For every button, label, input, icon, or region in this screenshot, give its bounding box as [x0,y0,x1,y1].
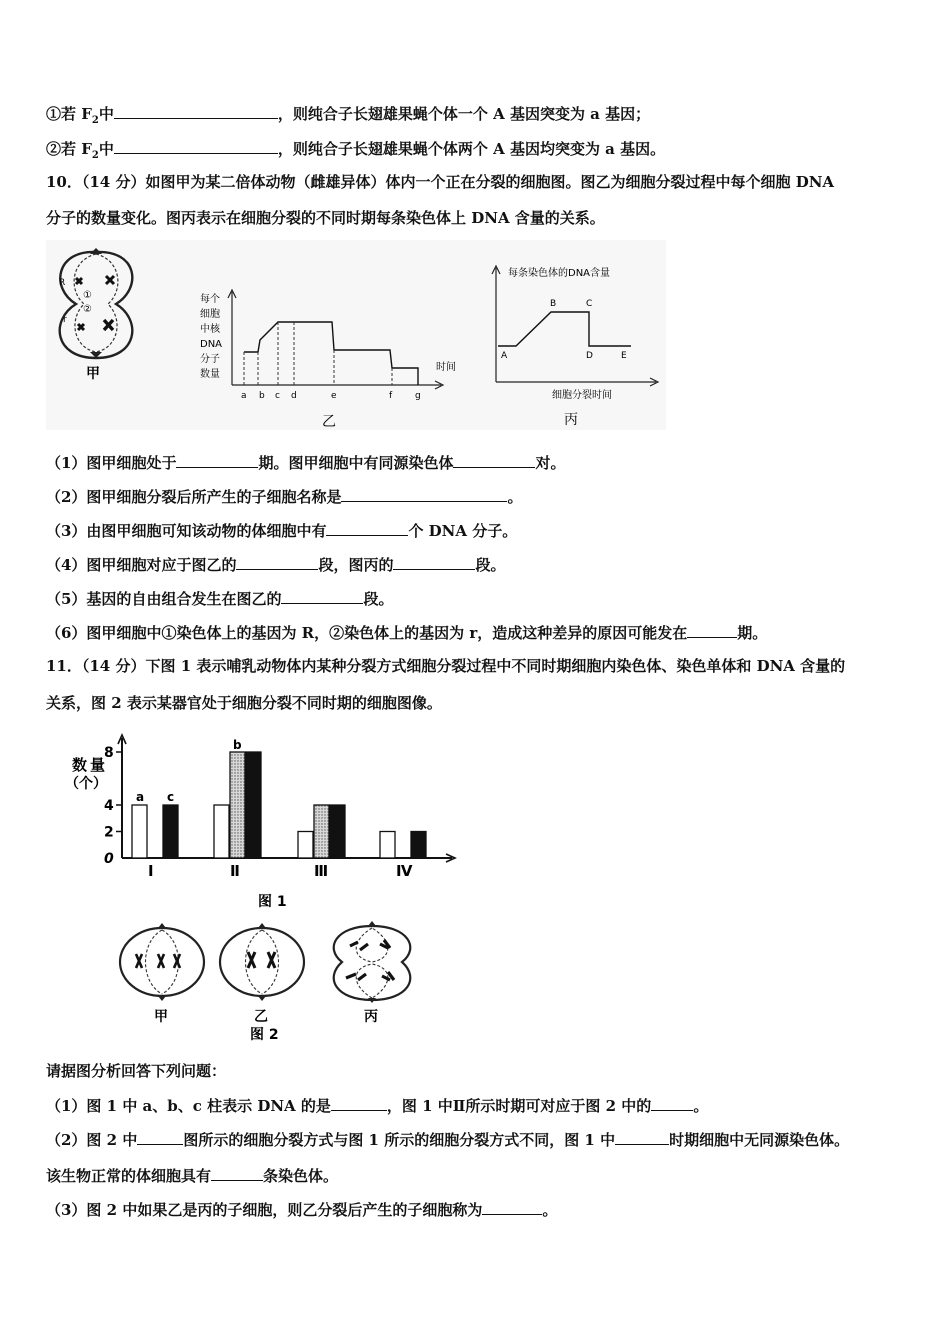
q10-sub-2 [46,486,522,507]
text: （1）图 1 中 a、b、c 柱表示 DNA 的是 [46,1097,331,1115]
chromosome [268,952,275,968]
category-label: Ⅳ [396,862,413,880]
text: （3）图 2 中如果乙是丙的子细胞，则乙分裂后产生的子细胞称为 [46,1201,483,1219]
text: 段，图丙的 [318,556,394,574]
answer-blank[interactable] [176,452,258,468]
chromosome [350,942,368,950]
gene-label-r: r [63,315,67,325]
q11-sub-3 [46,1199,557,1220]
text: 段。 [475,556,506,574]
subscript: 2 [91,115,99,126]
y-tick-label: 2 [104,824,114,841]
chromosome [380,940,390,948]
point-B: B [550,299,557,309]
tick-d: d [291,391,297,401]
text: ，则纯合子长翅雄果蝇个体两个 A 基因均突变为 a 基因。 [277,140,666,158]
category-label: Ⅲ [314,862,329,880]
bar-c-3 [330,805,345,858]
y-label-part: 细胞 [200,309,220,320]
y-tick-label: 0 [104,851,114,867]
subscript: 2 [91,150,99,161]
answer-blank[interactable] [651,1095,693,1111]
point-E: E [621,351,627,361]
text: 条染色体。 [263,1167,339,1185]
q11-sub-2 [46,1129,849,1150]
y-label-part: 分子 [200,354,220,365]
answer-blank[interactable] [393,554,475,570]
chromosome [76,278,82,284]
cell-2-jia [120,923,204,1025]
text: 时期细胞中无同源染色体。 [669,1131,850,1149]
tick-b: b [259,391,265,401]
y-label-line-1b: 量 [90,756,106,774]
answer-blank[interactable] [114,138,278,154]
cell-2-yi [220,923,304,1043]
text: （2）图甲细胞分裂后所产生的子细胞名称是 [46,488,342,506]
answer-blank[interactable] [236,554,318,570]
point-A: A [501,351,508,361]
q10-sub-4 [46,554,505,575]
point-D: D [586,351,593,361]
answer-blank[interactable] [137,1129,183,1145]
x-label: 细胞分裂时间 [552,390,612,401]
text: 该生物正常的体细胞具有 [46,1167,212,1185]
centrioles [368,921,376,1003]
category-label: Ⅱ [230,862,240,880]
bar-label-b: b [233,738,242,752]
bar-a-3 [298,832,313,859]
answer-blank[interactable] [687,622,737,638]
answer-blank[interactable] [615,1129,669,1145]
caption-jia: 甲 [86,366,100,382]
text: 中 [98,105,114,123]
q10-sub-1 [46,452,565,473]
text: 段。 [363,590,394,608]
centrioles [258,923,266,1001]
text: ，图 1 中Ⅱ所示时期可对应于图 2 中的 [386,1097,652,1115]
answer-blank[interactable] [453,452,535,468]
q11-sub-1 [46,1095,708,1116]
text: ①若 F [46,105,92,123]
bar-a-2 [214,805,229,858]
text: 对。 [535,454,566,472]
label-yi: 乙 [254,1009,268,1025]
x-label: 时间 [436,362,456,373]
chromosome [78,324,84,330]
chromosome-label-1: ① [83,290,92,301]
text: （5）基因的自由组合发生在图乙的 [46,590,282,608]
text: （1）图甲细胞处于 [46,454,177,472]
q11-intro: 请据图分析回答下列问题： [46,1062,227,1080]
y-ticks [104,745,122,867]
answer-blank[interactable] [331,1095,387,1111]
label-bing: 丙 [364,1009,378,1025]
q11-sub-2-cont [46,1165,338,1186]
answer-blank[interactable] [114,103,278,119]
bars [132,738,426,858]
q11-stem-line-2: 关系，图 2 表示某器官处于细胞分裂不同时期的细胞图像。 [46,694,442,712]
category-labels [148,862,413,880]
q10-sub-5 [46,588,393,609]
y-tick-label: 4 [104,798,114,814]
cell-outline [334,926,411,1000]
q10-stem-line-2: 分子的数量变化。图丙表示在细胞分裂的不同时期每条染色体上 DNA 含量的关系。 [46,209,605,227]
text: 。 [693,1097,709,1115]
q11-stem-line-1: 11．（14 分）下图 1 表示哺乳动物体内某种分裂方式细胞分裂过程中不同时期细胞内染色体、染色单体和 DNA 含量的 [46,657,846,675]
bar-a-4 [380,832,395,859]
chromosome-label-2: ② [83,304,92,315]
answer-blank[interactable] [326,520,408,536]
q10-stem-line-1: 10．（14 分）如图甲为某二倍体动物（雌雄异体）体内一个正在分裂的细胞图。图乙为细胞分裂过程中每个细胞 DNA [46,173,835,191]
bar-c-1 [163,805,178,858]
gene-label-R: R [59,278,66,288]
figure-10 [46,240,666,430]
chromosome [248,952,255,968]
tick-g: g [415,391,421,401]
category-label: Ⅰ [148,862,154,880]
cell-2-bing [334,921,411,1025]
bar-c-2 [246,752,261,858]
answer-blank[interactable] [341,486,507,502]
caption-yi: 乙 [322,414,336,430]
q9-line-1 [46,103,650,131]
tick-f: f [389,391,393,401]
cell-outline [220,928,304,996]
chart-title: 图 1 [258,894,287,910]
q9-line-2 [46,138,665,166]
tick-a: a [241,391,247,401]
text: 个 DNA 分子。 [408,522,518,540]
bar-label-c: c [167,790,175,804]
answer-blank[interactable] [211,1165,263,1181]
tick-c: c [275,391,280,401]
y-label-part: DNA [200,339,223,350]
text: ，则纯合子长翅雄果蝇个体一个 A 基因突变为 a 基因； [277,105,651,123]
tick-e: e [331,391,337,401]
text: 。 [507,488,523,506]
text: 。 [542,1201,558,1219]
caption-bing: 丙 [564,412,578,428]
bar-c-4 [411,832,426,859]
q10-sub-3 [46,520,517,541]
bar-a-1 [132,805,147,858]
y-label-part: 中核 [200,324,220,335]
spindle [356,928,388,998]
y-label-part: 每个 [200,294,220,305]
text: （3）由图甲细胞可知该动物的体细胞中有 [46,522,327,540]
bar-label-a: a [136,790,145,804]
text: 图所示的细胞分裂方式与图 1 所示的细胞分裂方式不同，图 1 中 [183,1131,616,1149]
text: 期。图甲细胞中有同源染色体 [258,454,454,472]
chromosome [136,954,142,968]
figure-2 [110,918,420,1048]
label-jia: 甲 [154,1009,168,1025]
y-label-part: 数量 [200,369,220,380]
figure-2-caption: 图 2 [250,1027,279,1043]
text: （6）图甲细胞中①染色体上的基因为 R，②染色体上的基因为 r，造成这种差异的原因可能发在 [46,624,688,642]
answer-blank[interactable] [281,588,363,604]
y-label-line-2: （个） [65,776,107,792]
chromosome [174,954,180,968]
point-C: C [586,299,593,309]
text: 期。 [737,624,768,642]
chromosome [158,954,164,968]
text: 中 [98,140,114,158]
figure-1-bar-chart [60,730,460,915]
text: （2）图 2 中 [46,1131,138,1149]
y-tick-label: 8 [104,745,114,761]
text: ②若 F [46,140,92,158]
text: （4）图甲细胞对应于图乙的 [46,556,237,574]
y-label: 每条染色体的DNA含量 [508,268,611,279]
bar-b-3 [314,805,329,858]
bar-b-2 [230,752,245,858]
q10-sub-6 [46,622,767,643]
y-label-line-1: 数 [72,756,88,774]
answer-blank[interactable] [482,1199,542,1215]
